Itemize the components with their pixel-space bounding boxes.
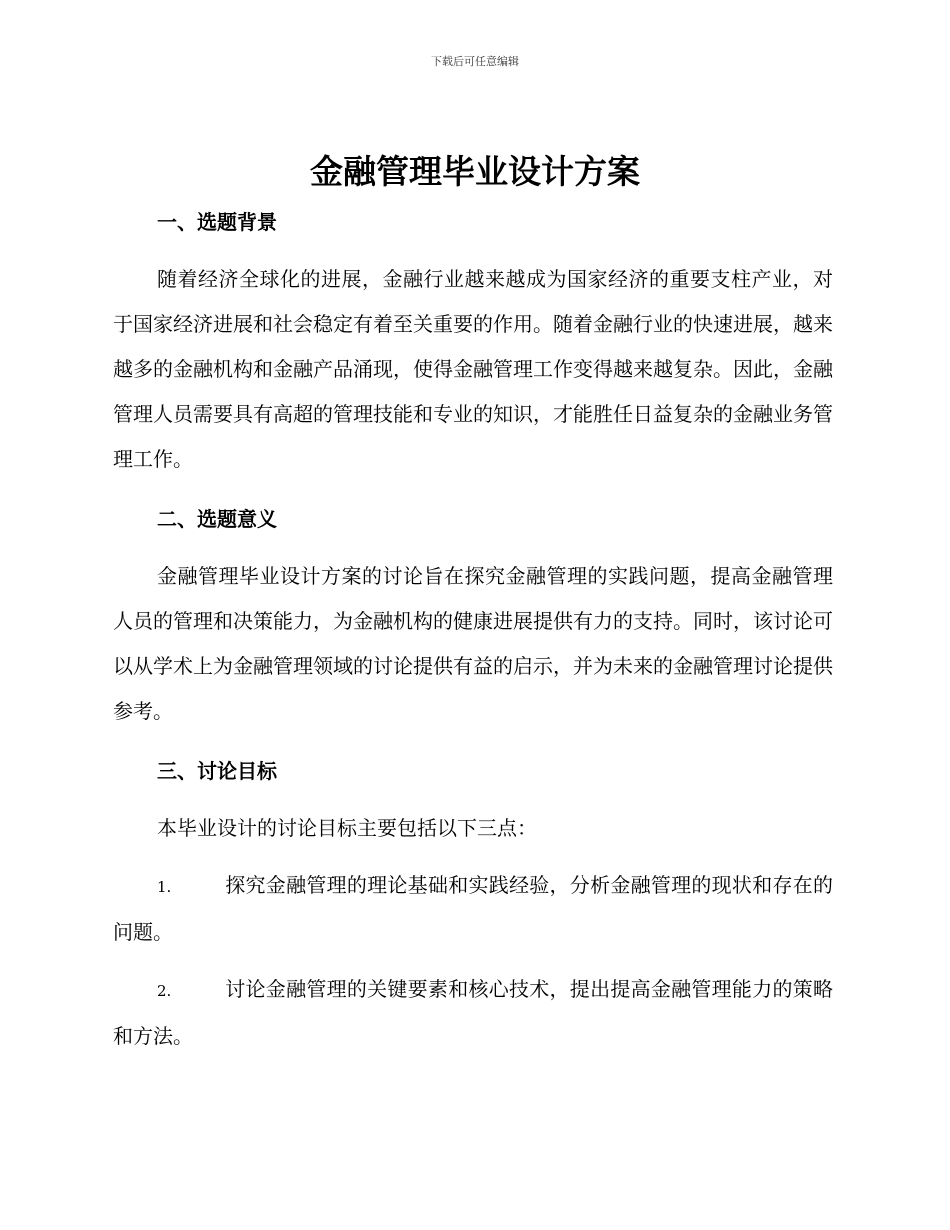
paragraph-significance: 金融管理毕业设计方案的讨论旨在探究金融管理的实践问题，提高金融管理人员的管理和决策能力，为金融机构的健康进展提供有力的支持。同时，该讨论可以从学术上为金融管理领域的讨论提供有益的启示，并为未来的金融管理讨论提供参考。 xyxy=(113,564,833,723)
paragraph-background: 随着经济全球化的进展，金融行业越来越成为国家经济的重要支柱产业，对于国家经济进展和社会稳定有着至关重要的作用。随着金融行业的快速进展，越来越多的金融机构和金融产品涌现，使得金融管理工作变得越来越复杂。因此，金融管理人员需要具有高超的管理技能和专业的知识，才能胜任日益复杂的金融业务管理工作。 xyxy=(113,267,833,471)
header-note: 下载后可任意编辑 xyxy=(431,55,519,68)
section-heading-significance: 二、选题意义 xyxy=(157,507,277,531)
document-body xyxy=(113,199,833,1059)
section-heading-background: 一、选题背景 xyxy=(157,210,277,234)
section-heading-goals: 三、讨论目标 xyxy=(157,759,277,783)
goal-text: 讨论金融管理的关键要素和核心技术，提出提高金融管理能力的策略和方法。 xyxy=(113,977,833,1048)
goal-list-item xyxy=(113,967,833,1059)
goal-text: 探究金融管理的理论基础和实践经验，分析金融管理的现状和存在的问题。 xyxy=(113,873,833,944)
paragraph-goals-intro: 本毕业设计的讨论目标主要包括以下三点： xyxy=(157,816,537,840)
goal-number: 2. xyxy=(157,982,172,1000)
document-title: 金融管理毕业设计方案 xyxy=(310,152,640,191)
goal-number: 1. xyxy=(157,878,172,896)
goal-list-item xyxy=(113,863,833,955)
